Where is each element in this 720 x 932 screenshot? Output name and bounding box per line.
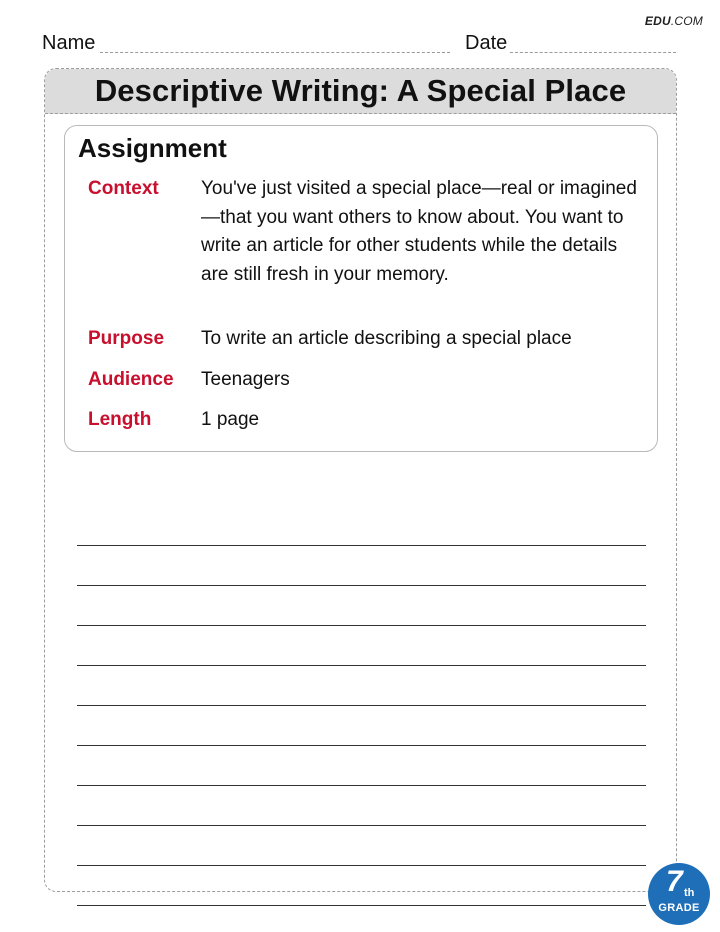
writing-line[interactable] (77, 706, 646, 746)
writing-line[interactable] (77, 746, 646, 786)
assignment-heading: Assignment (78, 133, 227, 163)
date-label: Date (465, 32, 508, 54)
purpose-label: Purpose (88, 328, 165, 349)
name-field[interactable] (100, 52, 450, 53)
title-bar (45, 69, 676, 114)
brand-logo (645, 14, 703, 28)
context-value: You've just visited a special place—real or imagined—that you want others to know about. You want to write an article for other students while the details are still fresh in your memory. (201, 178, 637, 285)
worksheet-panel (44, 68, 677, 892)
assignment-row-audience (88, 366, 641, 395)
writing-line[interactable] (77, 506, 646, 546)
audience-value: Teenagers (201, 369, 290, 390)
brand-logo-bold: EDU (644, 14, 671, 28)
writing-line[interactable] (77, 826, 646, 866)
audience-label: Audience (88, 369, 174, 390)
assignment-row-purpose (88, 325, 641, 354)
page-title: Descriptive Writing: A Special Place (94, 73, 627, 108)
writing-line[interactable] (77, 626, 646, 666)
length-value: 1 page (201, 409, 260, 430)
writing-line[interactable] (77, 866, 646, 906)
assignment-box (64, 125, 658, 452)
name-date-row (42, 32, 676, 54)
length-label: Length (88, 409, 152, 430)
context-label: Context (88, 178, 159, 199)
brand-logo-suffix: .COM (670, 14, 703, 28)
assignment-row-context (88, 175, 641, 289)
writing-area[interactable] (77, 506, 646, 906)
date-field[interactable] (510, 52, 676, 53)
grade-badge (648, 863, 710, 925)
assignment-row-length (88, 406, 641, 435)
name-label: Name (42, 32, 96, 54)
writing-line[interactable] (77, 546, 646, 586)
grade-number: 7 (666, 865, 683, 898)
grade-word: GRADE (658, 902, 700, 914)
writing-line[interactable] (77, 586, 646, 626)
writing-line[interactable] (77, 666, 646, 706)
grade-suffix: th (684, 887, 695, 899)
writing-line[interactable] (77, 786, 646, 826)
purpose-value: To write an article describing a special place (201, 328, 572, 349)
